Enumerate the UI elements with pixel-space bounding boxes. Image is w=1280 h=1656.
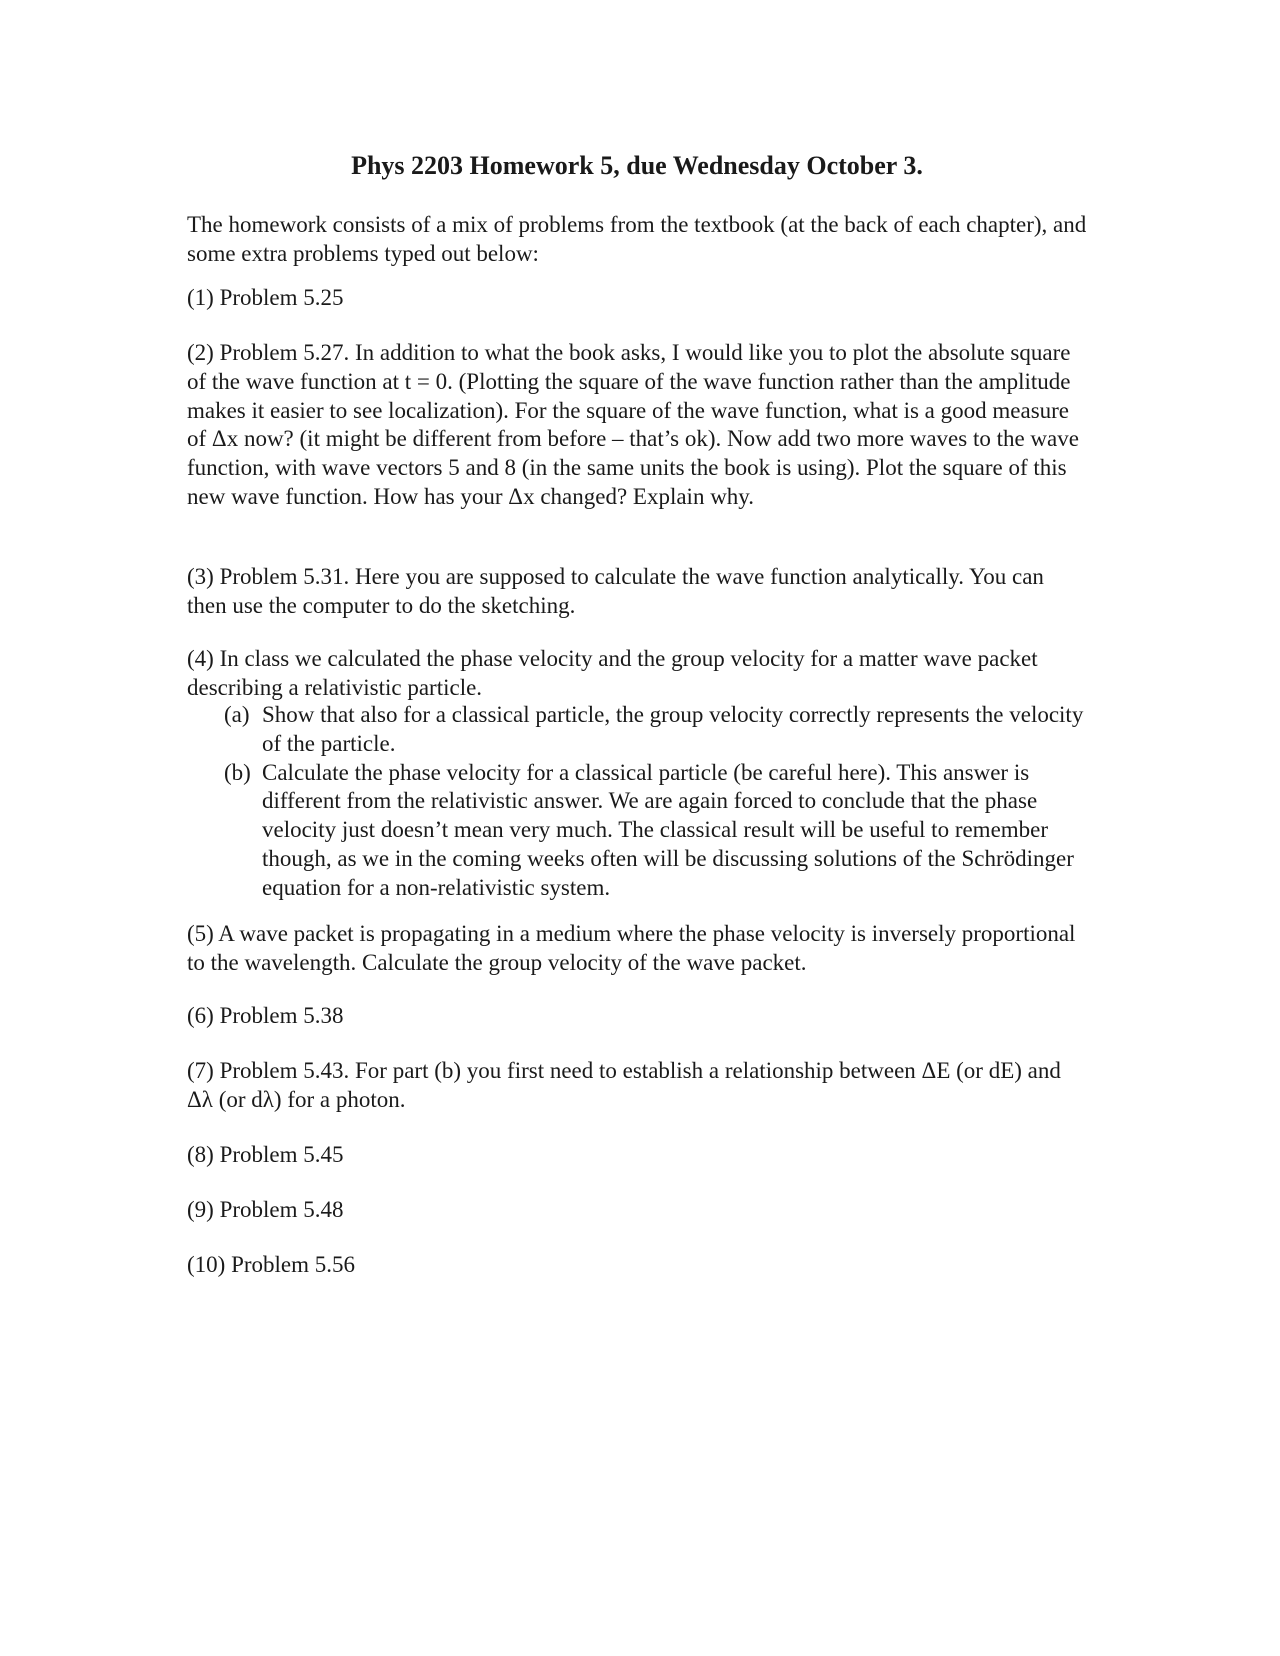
problem-10: (10) Problem 5.56 (187, 1252, 356, 1277)
part-label: (a) (224, 702, 250, 727)
problem-7: (7) Problem 5.43. For part (b) you first need to establish a relationship between ΔE (or dE) and Δλ (or dλ) for a photon. (187, 1058, 1061, 1112)
part-text: Show that also for a classical particle, the group velocity correctly represents the velocity of the particle. (262, 702, 1084, 756)
problem-4-part-b (224, 759, 1087, 903)
problem-4-parts (224, 701, 1087, 903)
problem-8: (8) Problem 5.45 (187, 1142, 344, 1167)
problem-5: (5) A wave packet is propagating in a medium where the phase velocity is inversely proportional to the wavelength. Calculate the group velocity of the wave packet. (187, 921, 1076, 975)
intro-paragraph: The homework consists of a mix of problems from the textbook (at the back of each chapter), and some extra problems typed out below: (187, 212, 1087, 266)
problem-4-part-a (224, 701, 1087, 759)
problem-3: (3) Problem 5.31. Here you are supposed to calculate the wave function analytically. You can then use the computer to do the sketching. (187, 564, 1044, 618)
part-text: Calculate the phase velocity for a classical particle (be careful here). This answer is different from the relativistic answer. We are again forced to conclude that the phase velocity just doesn’t mean very much. The classical result will be useful to remember though, as we in the coming weeks often will be discussing solutions of the Schrödinger equation for a non-relativistic system. (262, 759, 1074, 900)
problem-1: (1) Problem 5.25 (187, 285, 344, 310)
part-label: (b) (224, 759, 251, 785)
problem-4: (4) In class we calculated the phase velocity and the group velocity for a matter wave packet describing a relativistic particle. (187, 646, 1038, 700)
problem-9: (9) Problem 5.48 (187, 1197, 344, 1222)
page-title: Phys 2203 Homework 5, due Wednesday October 3. (351, 151, 923, 180)
problem-6: (6) Problem 5.38 (187, 1003, 344, 1028)
problem-2: (2) Problem 5.27. In addition to what the book asks, I would like you to plot the absolute square of the wave function at t = 0. (Plotting the square of the wave function rather than the amplitude makes it easier to see localization). For the square of the wave function, what is a good measure of Δx now? (it might be different from before – that’s ok). Now add two more waves to the wave function, with wave vectors 5 and 8 (in the same units the book is using). Plot the square of this new wave function. How has your Δx changed? Explain why. (187, 340, 1079, 509)
